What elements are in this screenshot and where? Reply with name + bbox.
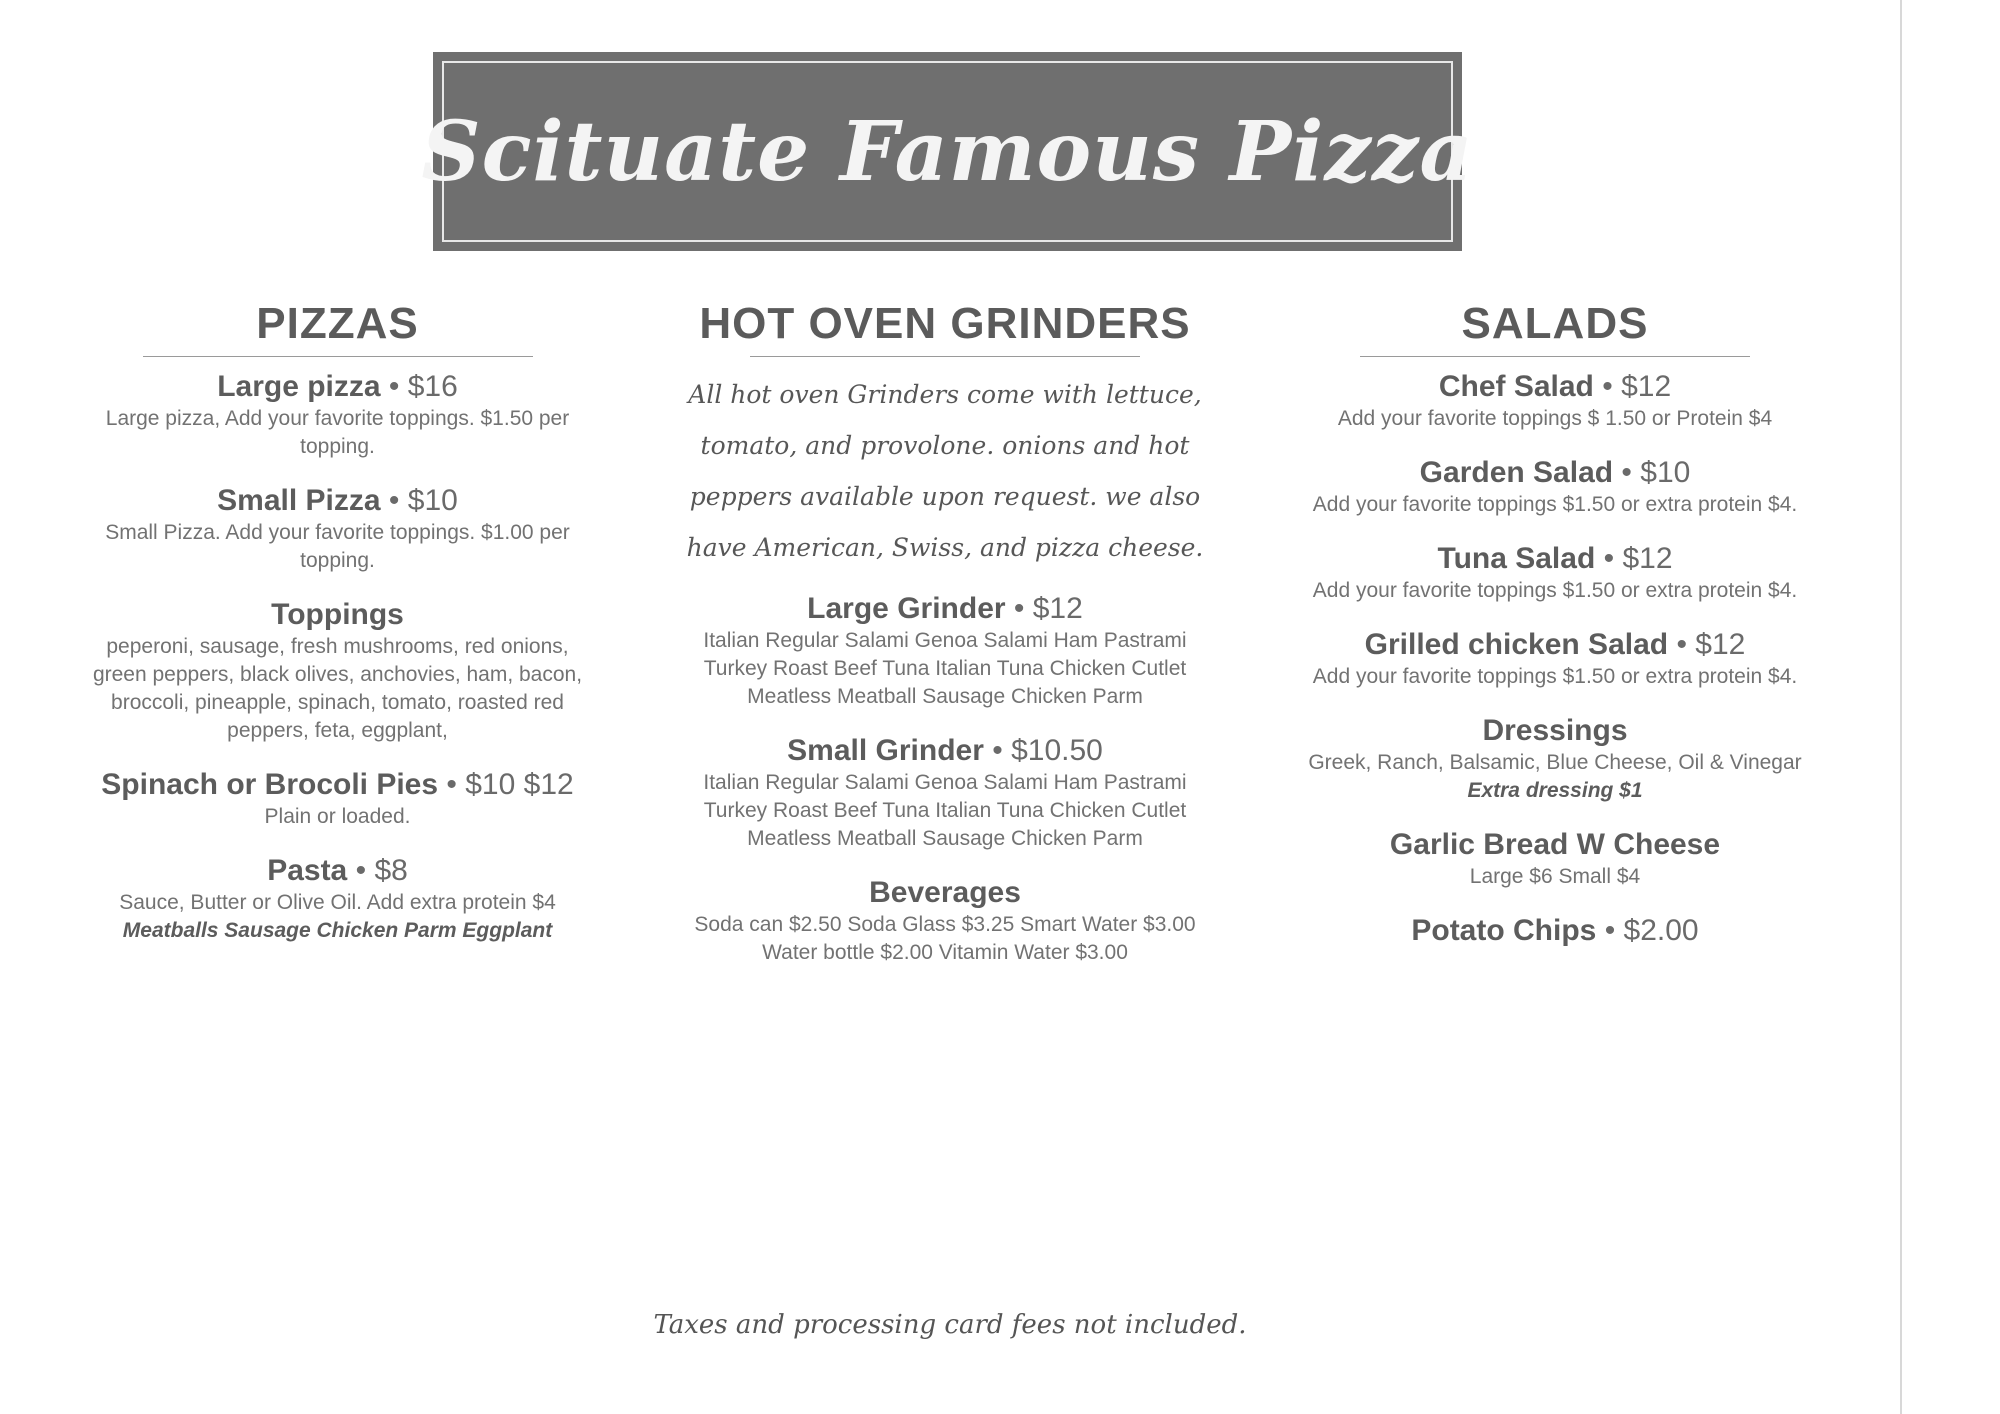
menu-item-large-grinder xyxy=(670,591,1220,711)
item-description: Add your favorite toppings $ 1.50 or Protein $4 xyxy=(1337,407,1773,431)
menu-item-small-pizza xyxy=(80,483,595,575)
price-separator: • xyxy=(380,370,408,404)
grinders-intro: All hot oven Grinders come with lettuce, tomato, and provolone. onions and hot peppers available upon request. we also have American, Swiss, and pizza cheese. xyxy=(686,380,1204,563)
price-separator: • xyxy=(983,734,1012,768)
price-separator: • xyxy=(1593,370,1622,404)
menu-item-chef-salad xyxy=(1290,369,1820,433)
item-price: $8 xyxy=(374,854,408,888)
item-price: $10 xyxy=(407,484,458,518)
heading-divider xyxy=(1360,356,1750,357)
pizzas-column xyxy=(80,290,595,967)
item-name: Large pizza xyxy=(217,370,381,404)
menu-item-potato-chips xyxy=(1290,913,1820,949)
price-separator: • xyxy=(1668,628,1696,662)
pizzas-heading: PIZZAS xyxy=(256,299,419,348)
price-separator: • xyxy=(380,484,408,518)
item-description: Add your favorite toppings $1.50 or extra protein $4. xyxy=(1312,579,1798,603)
item-description: Greek, Ranch, Balsamic, Blue Cheese, Oil & Vinegar xyxy=(1308,751,1802,775)
item-name: Tuna Salad xyxy=(1437,542,1596,576)
page-edge-line xyxy=(1900,0,1902,1414)
menu-item-garlic-bread xyxy=(1290,827,1820,891)
item-description: Large pizza, Add your favorite toppings. $1.50 per topping. xyxy=(105,407,570,459)
menu-item-small-grinder xyxy=(670,733,1220,853)
menu-item-tuna-salad xyxy=(1290,541,1820,605)
price-separator: • xyxy=(1613,456,1641,490)
menu-item-beverages xyxy=(670,875,1220,967)
item-name: Small Pizza xyxy=(217,484,381,518)
menu-item-toppings xyxy=(80,597,595,745)
grinders-column xyxy=(670,290,1220,989)
item-name: Garlic Bread W Cheese xyxy=(1389,828,1721,862)
item-description: Italian Regular Salami Genoa Salami Ham Pastrami Turkey Roast Beef Tuna Italian Tuna Chicken Cutlet Meatless Meatball Sausage Chicken Parm xyxy=(703,629,1187,709)
item-name: Spinach or Brocoli Pies xyxy=(101,768,439,802)
menu-item-garden-salad xyxy=(1290,455,1820,519)
price-separator: • xyxy=(1596,914,1624,948)
item-name: Pasta xyxy=(267,854,348,888)
price-separator: • xyxy=(1005,592,1033,626)
menu-item-grilled-chicken-salad xyxy=(1290,627,1820,691)
heading-divider xyxy=(750,356,1140,357)
item-name: Toppings xyxy=(271,598,404,632)
price-separator: • xyxy=(1595,542,1623,576)
item-price: $12 xyxy=(1622,542,1673,576)
item-description: peperoni, sausage, fresh mushrooms, red onions, green peppers, black olives, anchovies, ham, bacon, broccoli, pineapple, spinach, tomato, roasted red peppers, feta, eggplant, xyxy=(92,635,583,743)
footer-note: Taxes and processing card fees not included. xyxy=(653,1310,1247,1340)
item-name: Beverages xyxy=(869,876,1021,910)
menu-item-large-pizza xyxy=(80,369,595,461)
item-price: $10 $12 xyxy=(465,768,574,802)
item-price: $12 xyxy=(1032,592,1083,626)
item-description: Add your favorite toppings $1.50 or extra protein $4. xyxy=(1312,493,1798,517)
price-separator: • xyxy=(438,768,466,802)
item-price: $10 xyxy=(1640,456,1691,490)
item-name: Small Grinder xyxy=(787,734,984,768)
menu-item-pasta xyxy=(80,853,595,945)
item-note: Meatballs Sausage Chicken Parm Eggplant xyxy=(122,919,553,943)
item-price: $10.50 xyxy=(1011,734,1103,768)
salads-column xyxy=(1290,290,1820,971)
item-price: $12 xyxy=(1621,370,1672,404)
item-description: Small Pizza. Add your favorite toppings. $1.00 per topping. xyxy=(105,521,570,573)
restaurant-title: Scituate Famous Pizza xyxy=(421,103,1474,200)
item-description: Plain or loaded. xyxy=(264,805,411,829)
title-banner xyxy=(421,52,1474,251)
item-name: Grilled chicken Salad xyxy=(1364,628,1669,662)
item-description: Large $6 Small $4 xyxy=(1469,865,1641,889)
item-description: Add your favorite toppings $1.50 or extra protein $4. xyxy=(1312,665,1798,689)
item-price: $2.00 xyxy=(1623,914,1699,948)
title-frame xyxy=(421,61,1474,242)
heading-divider xyxy=(143,356,533,357)
item-name: Potato Chips xyxy=(1411,914,1597,948)
item-name: Dressings xyxy=(1482,714,1628,748)
item-name: Chef Salad xyxy=(1438,370,1594,404)
item-name: Large Grinder xyxy=(807,592,1006,626)
grinders-heading: HOT OVEN GRINDERS xyxy=(699,299,1191,348)
menu-item-dressings xyxy=(1290,713,1820,805)
item-note: Extra dressing $1 xyxy=(1467,779,1643,803)
item-description: Italian Regular Salami Genoa Salami Ham Pastrami Turkey Roast Beef Tuna Italian Tuna Chicken Cutlet Meatless Meatball Sausage Chicken Parm xyxy=(703,771,1187,851)
price-separator: • xyxy=(347,854,375,888)
salads-heading: SALADS xyxy=(1461,299,1649,348)
item-description: Sauce, Butter or Olive Oil. Add extra protein $4 xyxy=(119,891,556,915)
item-price: $16 xyxy=(407,370,458,404)
menu-item-pies xyxy=(80,767,595,831)
item-name: Garden Salad xyxy=(1419,456,1614,490)
item-description: Soda can $2.50 Soda Glass $3.25 Smart Water $3.00 Water bottle $2.00 Vitamin Water $3.00 xyxy=(694,913,1196,965)
item-price: $12 xyxy=(1695,628,1746,662)
